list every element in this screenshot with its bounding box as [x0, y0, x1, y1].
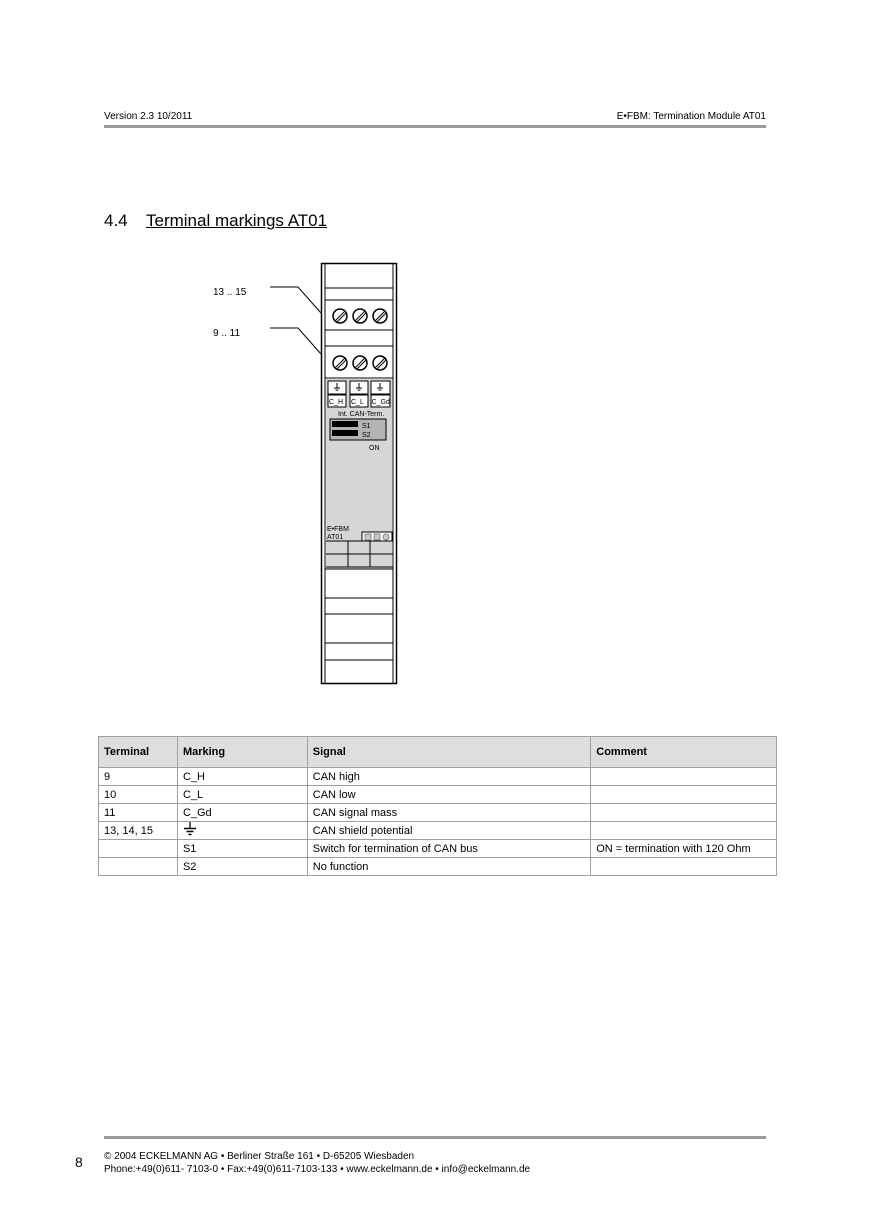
ground-icon — [183, 822, 197, 839]
cell-comment: ON = termination with 120 Ohm — [591, 840, 777, 858]
table-row — [99, 786, 777, 804]
terminal-diagram — [200, 258, 420, 688]
cell-signal: No function — [307, 858, 591, 876]
header-document-title: E•FBM: Termination Module AT01 — [616, 111, 766, 122]
switch-caption: Int. CAN-Term. — [338, 411, 385, 418]
callout-label-13-15: 13 .. 15 — [213, 287, 247, 298]
section-title: Terminal markings AT01 — [146, 211, 328, 230]
column-header-comment: Comment — [591, 737, 777, 768]
cell-terminal — [99, 858, 178, 876]
cell-signal: Switch for termination of CAN bus — [307, 840, 591, 858]
column-header-signal: Signal — [307, 737, 591, 768]
cell-comment — [591, 858, 777, 876]
module-name-line1: E•FBM — [327, 526, 349, 533]
table-row — [99, 768, 777, 786]
terminal-label-c-l: C_L — [351, 399, 364, 406]
column-header-terminal: Terminal — [99, 737, 178, 768]
table-row — [99, 858, 777, 876]
switch-on-label: ON — [369, 445, 380, 452]
header-rule — [104, 125, 766, 128]
screw-terminals-9-11 — [333, 356, 387, 370]
cell-signal: CAN shield potential — [307, 822, 591, 840]
cell-terminal: 9 — [99, 768, 178, 786]
table-row — [99, 822, 777, 840]
cell-comment — [591, 768, 777, 786]
callout-line-13-15 — [270, 287, 321, 313]
dip-switch-s2 — [332, 430, 358, 436]
ground-markers — [328, 381, 390, 394]
footer-rule — [104, 1136, 766, 1139]
cell-signal: CAN signal mass — [307, 804, 591, 822]
cell-signal: CAN high — [307, 768, 591, 786]
cell-terminal — [99, 840, 178, 858]
screw-terminals-13-15 — [333, 309, 387, 323]
cell-marking: C_H — [177, 768, 307, 786]
cell-marking: S2 — [177, 858, 307, 876]
cell-comment — [591, 786, 777, 804]
table-row — [99, 840, 777, 858]
footer-contact: Phone:+49(0)611- 7103-0 • Fax:+49(0)611-7103-133 • www.eckelmann.de • info@eckelmann.de — [104, 1164, 531, 1175]
cell-marking — [177, 822, 307, 840]
switch-label-s2: S2 — [362, 432, 371, 439]
terminal-table — [98, 736, 777, 876]
callout-line-9-11 — [270, 328, 321, 354]
cell-marking: C_Gd — [177, 804, 307, 822]
column-header-marking: Marking — [177, 737, 307, 768]
footer-address: © 2004 ECKELMANN AG • Berliner Straße 161 • D-65205 Wiesbaden — [104, 1151, 415, 1162]
terminal-label-c-h: C_H — [329, 399, 344, 406]
module-name-line2: AT01 — [327, 534, 344, 541]
header-version: Version 2.3 10/2011 — [104, 111, 193, 122]
cell-signal: CAN low — [307, 786, 591, 804]
table-header-row — [99, 737, 777, 768]
cell-marking: C_L — [177, 786, 307, 804]
cell-terminal: 10 — [99, 786, 178, 804]
dip-switch-s1 — [332, 421, 358, 427]
page-number: 8 — [75, 1154, 83, 1170]
section-heading — [104, 211, 327, 231]
cell-comment — [591, 822, 777, 840]
cell-marking: S1 — [177, 840, 307, 858]
switch-label-s1: S1 — [362, 423, 371, 430]
cell-comment — [591, 804, 777, 822]
section-number: 4.4 — [104, 211, 128, 230]
led-indicators — [362, 532, 392, 541]
cell-terminal: 11 — [99, 804, 178, 822]
callout-label-9-11: 9 .. 11 — [213, 328, 241, 339]
terminal-label-c-gd: C_Gd — [371, 399, 390, 406]
cell-terminal: 13, 14, 15 — [99, 822, 178, 840]
table-row — [99, 804, 777, 822]
